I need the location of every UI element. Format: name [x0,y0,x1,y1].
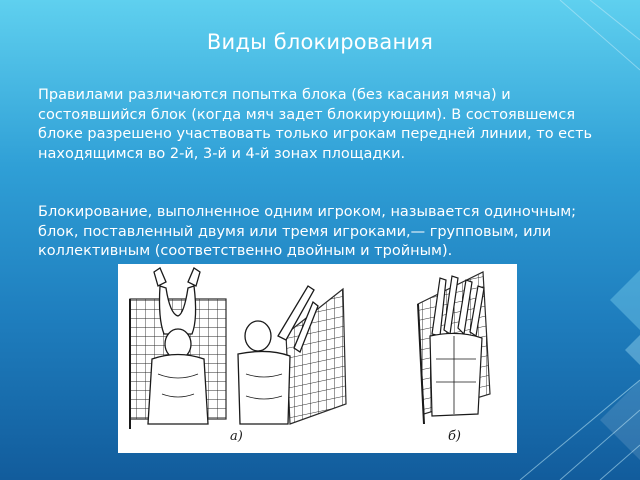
blocking-illustration [118,264,517,453]
paragraph-block-rules: Правилами различаются попытка блока (без касания мяча) и состоявшийся блок (когда мяч задет блокирующим). В состоявшемся блоке разрешено участвовать только игрокам передней линии, то есть находящимся во 2-й, 3-й и 4-й зонах площадки. [38,87,593,162]
slide-title: Виды блокирования [206,30,434,54]
figure-label-b: б) [448,429,462,444]
single-block-scene [130,268,226,429]
group-block-scene [418,272,490,444]
blocking-drawing [118,264,517,453]
paragraph-block-types: Блокирование, выполненное одним игроком, называется одиночным; блок, поставленный двумя или тремя игроками,— групповым, или коллективным (соответственно двойным и тройным). [38,204,577,259]
figure-label-a: а) [230,429,243,444]
profile-block-scene [230,286,346,444]
